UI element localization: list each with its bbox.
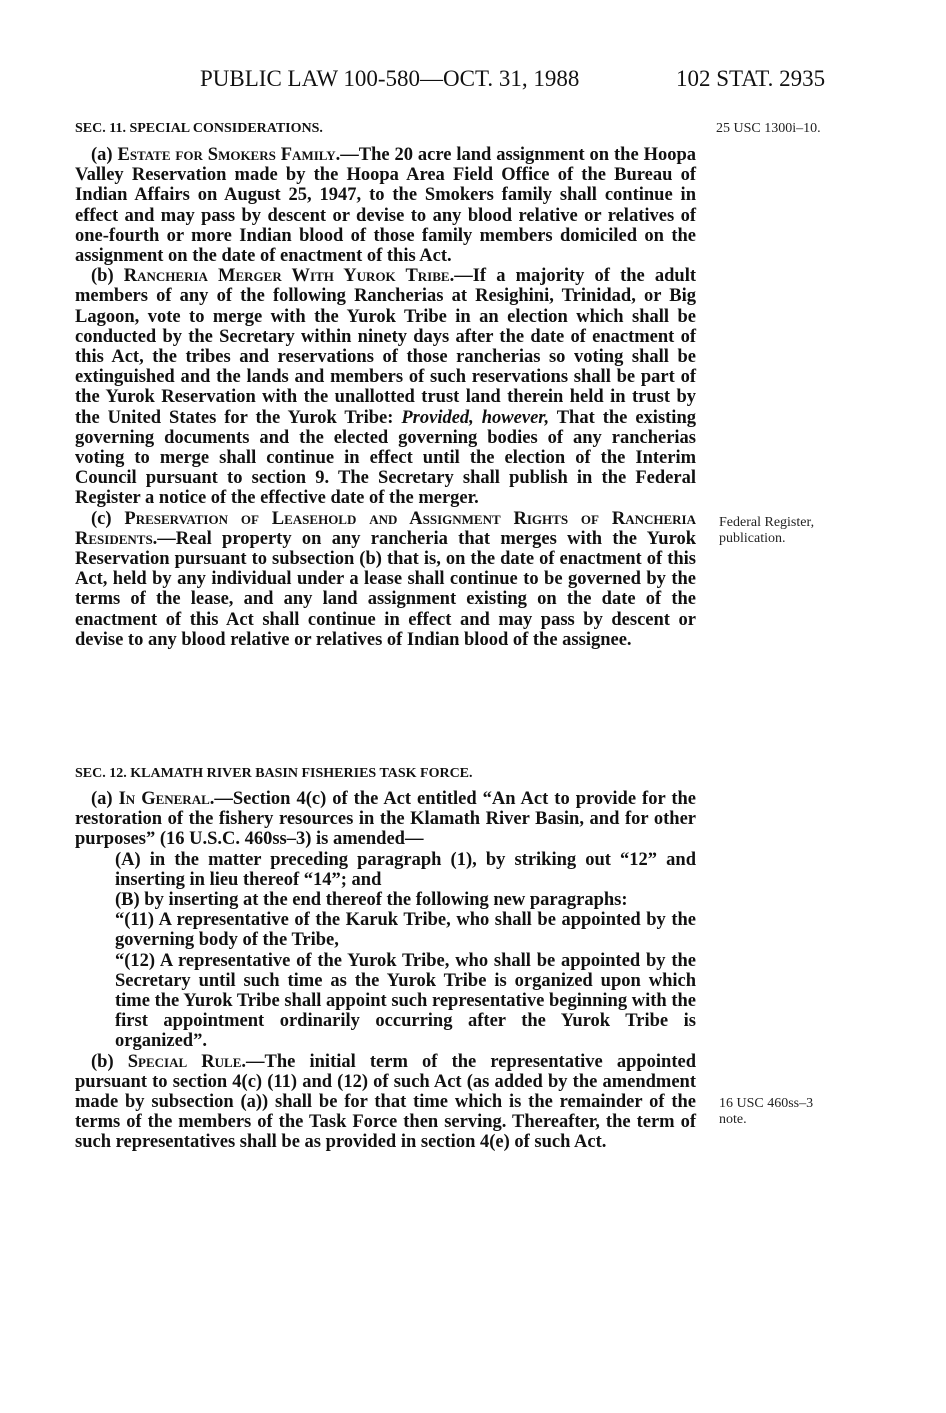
sec12-paragraph-B: (B) by inserting at the end thereof the following new paragraphs: — [115, 890, 628, 911]
sec12-b-label: (b) — [91, 1051, 114, 1072]
section-12-heading: SEC. 12. KLAMATH RIVER BASIN FISHERIES TASK FORCE. — [75, 766, 473, 781]
sec12-a-label: (a) — [91, 789, 113, 809]
sec12-a-text: —Section 4(c) of the Act entitled “An Act to provide for the restoration of the fishery resources in the Klamath River Basin, and for other purposes” (16 U.S.C. 460ss–3) is amended— — [75, 789, 697, 850]
sec12-paragraph-12: “(12) A representative of the Yurok Tribe, who shall be appointed by the Secretary until such time as the Yurok Tribe is organized upon which time the Yurok Tribe shall appoint such representative beginning with the first appointment ordinarily occurring after the Yurok Tribe is organized”. — [115, 950, 696, 1052]
sec11-c-label: (c) — [91, 508, 112, 529]
sec12-b-text: —The initial term of the representative appointed pursuant to section 4(c) (11) and (12) of such Act (as added by the amendment made by subsection (a)) shall be for that time which is the remainder of the terms of the members of the Task Force then serving. Thereafter, the term of such representatives shall be as provided in section 4(e) of such Act. — [75, 1051, 697, 1153]
sec12-subsection-b — [75, 1052, 696, 1153]
sec11-a-text: —The 20 acre land assignment on the Hoopa Valley Reservation made by the Hoopa Area Field Office of the Bureau of Indian Affairs on August 25, 1947, to the Smokers family shall continue in effect and may pass by descent or devise to any blood relative or relatives of one-fourth or more Indian blood of those family members domiciled on the assignment on the date of enactment of this Act. — [75, 145, 696, 267]
sec11-a-label: (a) — [91, 145, 113, 165]
section-11-body — [75, 145, 696, 650]
sec11-b-text-2: That the existing governing documents and the elected governing bodies of any rancherias voting to merge shall continue in effect until the election of the Interim Council pursuant to section 9. The Secretary shall publish in the Federal Register a notice of the effective date of the merger. — [75, 407, 696, 509]
sec11-b-label: (b) — [91, 266, 114, 287]
sec11-b-text-1: —If a majority of the adult members of any of the following Rancherias at Resighini, Trinidad, or Big Lagoon, vote to merge with the Yurok Tribe in an election which shall be conducted by the Secretary within ninety days after the date of enactment of this Act, the tribes and reservations of those rancherias so voting shall be extinguished and the lands and members of such reservations shall be part of the Yurok Reservation with the unallotted trust land therein held in trust by the United States for the Yurok Tribe: — [75, 266, 697, 428]
sec11-subsection-c — [75, 509, 696, 650]
margin-note-usc-460ss: 16 USC 460ss–3 note. — [719, 1096, 814, 1127]
running-header-title: PUBLIC LAW 100-580—OCT. 31, 1988 — [200, 66, 580, 91]
sec11-b-title: Rancheria Merger With Yurok Tribe. — [123, 266, 455, 287]
sec11-b-proviso: Provided, however, — [401, 407, 550, 428]
sec12-paragraph-A: (A) in the matter preceding paragraph (1), by striking out “12” and inserting in lieu thereof “14”; and — [115, 849, 696, 890]
sec11-subsection-b — [75, 266, 696, 508]
margin-note-usc-1300i: 25 USC 1300i–10. — [716, 121, 821, 136]
sec12-paragraph-11: “(11) A representative of the Karuk Tribe, who shall be appointed by the governing body of the Tribe, — [115, 910, 696, 951]
sec11-a-title: Estate for Smokers Family. — [117, 145, 341, 165]
sec12-subsection-a — [75, 789, 696, 850]
margin-note-federal-register: Federal Register, publication. — [719, 515, 815, 546]
sec11-c-title: Preservation of Leasehold and Assignment Rights of Rancheria Residents. — [75, 508, 696, 549]
statute-page-number: 102 STAT. 2935 — [676, 66, 826, 91]
section-11-heading: SEC. 11. SPECIAL CONSIDERATIONS. — [75, 121, 323, 136]
sec12-b-title: Special Rule. — [127, 1051, 247, 1072]
sec11-c-text: —Real property on any rancheria that merges with the Yurok Reservation pursuant to subsection (b) that is, on the date of enactment of this Act, held by any individual under a lease shall continue to be governed by the terms of the lease, and any land assignment existing on the date of the enactment of this Act shall continue in effect and may pass by descent or devise to any blood relative or relatives of Indian blood of the assignee. — [75, 528, 696, 650]
sec12-a-title: In General. — [118, 789, 215, 809]
sec11-subsection-a — [75, 145, 696, 266]
section-12-body — [75, 789, 696, 1153]
